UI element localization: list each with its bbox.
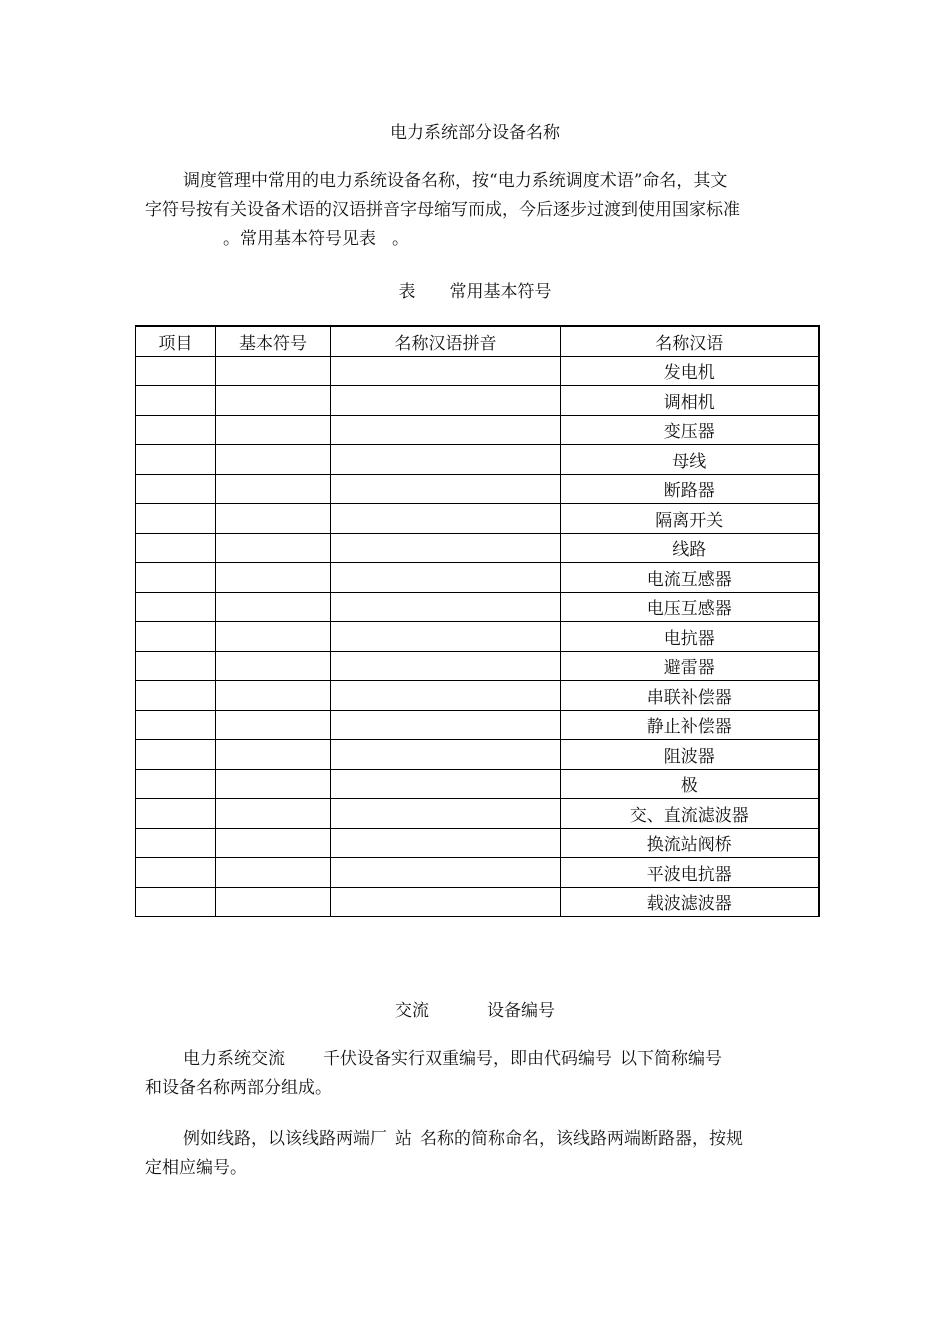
cell-symbol xyxy=(216,474,331,504)
table-row xyxy=(136,622,819,652)
section-2-title-b: 设备编号 xyxy=(487,1001,555,1021)
cell-symbol xyxy=(216,710,331,740)
section-2-title xyxy=(0,996,950,1021)
table-row xyxy=(136,386,819,416)
cell-pinyin xyxy=(331,799,561,829)
cell-item xyxy=(136,504,216,534)
cell-pinyin xyxy=(331,533,561,563)
table-row xyxy=(136,681,819,711)
numbering-line-1-a: 电力系统交流 xyxy=(183,1049,285,1069)
intro-line-1: 调度管理中常用的电力系统设备名称，按“电力系统调度术语”命名，其文 xyxy=(183,171,728,191)
cell-chinese-name: 阻波器 xyxy=(561,740,819,770)
cell-chinese-name: 极 xyxy=(561,769,819,799)
intro-line-3-text: 。常用基本符号见表 xyxy=(223,229,376,249)
cell-chinese-name: 调相机 xyxy=(561,386,819,416)
cell-item xyxy=(136,887,216,917)
cell-chinese-name: 断路器 xyxy=(561,474,819,504)
cell-item xyxy=(136,386,216,416)
cell-item xyxy=(136,681,216,711)
example-line-1-c: 名称的简称命名，该线路两端断路器，按规 xyxy=(420,1129,743,1149)
cell-pinyin xyxy=(331,474,561,504)
cell-item xyxy=(136,710,216,740)
table-caption-prefix: 表 xyxy=(398,282,416,302)
cell-item xyxy=(136,563,216,593)
table-row xyxy=(136,799,819,829)
cell-item xyxy=(136,533,216,563)
cell-chinese-name: 静止补偿器 xyxy=(561,710,819,740)
cell-chinese-name: 串联补偿器 xyxy=(561,681,819,711)
cell-pinyin xyxy=(331,504,561,534)
numbering-line-1 xyxy=(145,1045,815,1074)
header-symbol: 基本符号 xyxy=(216,326,331,356)
cell-item xyxy=(136,799,216,829)
cell-symbol xyxy=(216,651,331,681)
table-row xyxy=(136,356,819,386)
example-line-1-b: 站 xyxy=(395,1129,412,1149)
cell-chinese-name: 母线 xyxy=(561,445,819,475)
table-row xyxy=(136,858,819,888)
cell-pinyin xyxy=(331,887,561,917)
table-row xyxy=(136,651,819,681)
cell-chinese-name: 发电机 xyxy=(561,356,819,386)
cell-pinyin xyxy=(331,651,561,681)
intro-line-3 xyxy=(145,225,815,254)
cell-item xyxy=(136,356,216,386)
cell-pinyin xyxy=(331,710,561,740)
cell-pinyin xyxy=(331,622,561,652)
example-line-1 xyxy=(145,1125,815,1154)
header-chinese-name: 名称汉语 xyxy=(561,326,819,356)
cell-symbol xyxy=(216,415,331,445)
cell-chinese-name: 电压互感器 xyxy=(561,592,819,622)
table-row xyxy=(136,415,819,445)
cell-symbol xyxy=(216,828,331,858)
table-header-row xyxy=(136,326,819,356)
table-row xyxy=(136,504,819,534)
table-row xyxy=(136,563,819,593)
cell-pinyin xyxy=(331,356,561,386)
table-row xyxy=(136,474,819,504)
cell-symbol xyxy=(216,386,331,416)
cell-item xyxy=(136,828,216,858)
numbering-line-2: 和设备名称两部分组成。 xyxy=(145,1078,332,1098)
cell-item xyxy=(136,740,216,770)
cell-pinyin xyxy=(331,769,561,799)
intro-paragraph xyxy=(145,167,815,254)
cell-symbol xyxy=(216,799,331,829)
cell-item xyxy=(136,622,216,652)
cell-pinyin xyxy=(331,858,561,888)
example-line-1-a: 例如线路，以该线路两端厂 xyxy=(183,1129,387,1149)
cell-pinyin xyxy=(331,445,561,475)
cell-item xyxy=(136,769,216,799)
cell-symbol xyxy=(216,445,331,475)
cell-symbol xyxy=(216,740,331,770)
cell-chinese-name: 电流互感器 xyxy=(561,563,819,593)
cell-chinese-name: 变压器 xyxy=(561,415,819,445)
example-paragraph xyxy=(145,1125,815,1183)
cell-item xyxy=(136,858,216,888)
cell-symbol xyxy=(216,356,331,386)
table-row xyxy=(136,740,819,770)
cell-symbol xyxy=(216,887,331,917)
cell-item xyxy=(136,445,216,475)
cell-symbol xyxy=(216,858,331,888)
cell-item xyxy=(136,592,216,622)
cell-chinese-name: 线路 xyxy=(561,533,819,563)
header-item: 项目 xyxy=(136,326,216,356)
numbering-paragraph xyxy=(145,1045,815,1103)
cell-chinese-name: 换流站阀桥 xyxy=(561,828,819,858)
table-row xyxy=(136,445,819,475)
document-title: 电力系统部分设备名称 xyxy=(390,123,560,143)
table-row xyxy=(136,769,819,799)
section-2-title-a: 交流 xyxy=(395,1001,429,1021)
cell-symbol xyxy=(216,622,331,652)
cell-pinyin xyxy=(331,681,561,711)
cell-pinyin xyxy=(331,740,561,770)
table-row xyxy=(136,710,819,740)
table-row xyxy=(136,887,819,917)
cell-item xyxy=(136,474,216,504)
intro-line-2: 字符号按有关设备术语的汉语拼音字母缩写而成，今后逐步过渡到使用国家标准 xyxy=(145,200,740,220)
cell-chinese-name: 交、直流滤波器 xyxy=(561,799,819,829)
numbering-line-1-b: 千伏设备实行双重编号，即由代码编号 xyxy=(323,1049,612,1069)
table-row xyxy=(136,592,819,622)
cell-chinese-name: 避雷器 xyxy=(561,651,819,681)
cell-symbol xyxy=(216,563,331,593)
cell-chinese-name: 电抗器 xyxy=(561,622,819,652)
symbols-table xyxy=(135,325,820,917)
cell-symbol xyxy=(216,592,331,622)
table-caption xyxy=(0,277,950,302)
cell-symbol xyxy=(216,681,331,711)
cell-chinese-name: 平波电抗器 xyxy=(561,858,819,888)
intro-line-3-end: 。 xyxy=(392,229,409,249)
cell-chinese-name: 载波滤波器 xyxy=(561,887,819,917)
cell-pinyin xyxy=(331,592,561,622)
example-line-2: 定相应编号。 xyxy=(145,1158,247,1178)
table-row xyxy=(136,533,819,563)
cell-chinese-name: 隔离开关 xyxy=(561,504,819,534)
cell-symbol xyxy=(216,533,331,563)
cell-pinyin xyxy=(331,415,561,445)
cell-symbol xyxy=(216,504,331,534)
cell-pinyin xyxy=(331,386,561,416)
cell-item xyxy=(136,651,216,681)
numbering-line-1-c: 以下简称编号 xyxy=(620,1049,722,1069)
table-caption-title: 常用基本符号 xyxy=(449,282,552,302)
cell-pinyin xyxy=(331,563,561,593)
table-row xyxy=(136,828,819,858)
cell-symbol xyxy=(216,769,331,799)
header-pinyin: 名称汉语拼音 xyxy=(331,326,561,356)
cell-item xyxy=(136,415,216,445)
cell-pinyin xyxy=(331,828,561,858)
